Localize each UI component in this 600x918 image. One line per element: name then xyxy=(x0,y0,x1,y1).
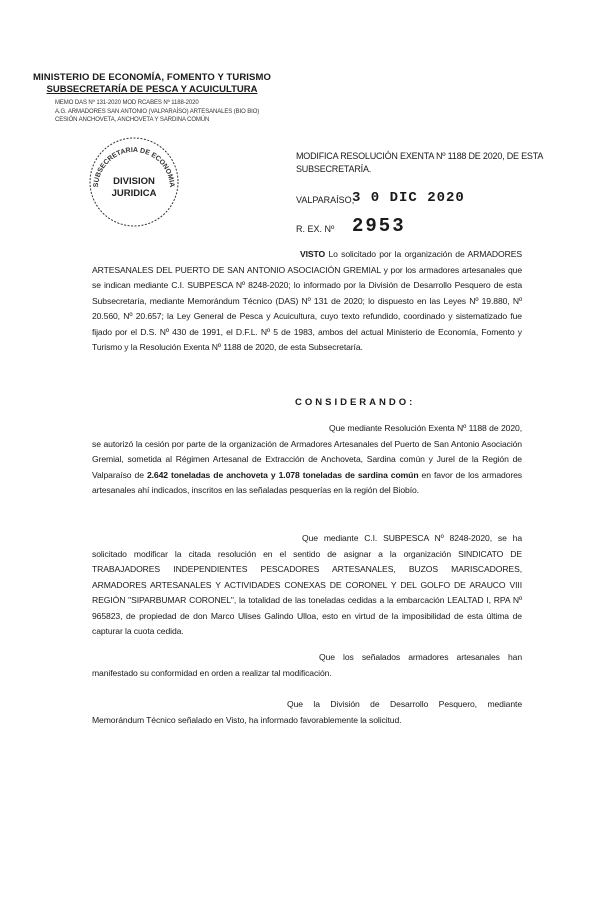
division-juridica-stamp xyxy=(86,134,182,230)
letterhead xyxy=(32,72,272,95)
stamp-line1: DIVISION xyxy=(113,176,155,187)
visto-label: VISTO xyxy=(300,249,326,259)
reference-line: CESIÓN ANCHOVETA, ANCHOVETA Y SARDINA COMÚN xyxy=(55,117,210,123)
resolution-date: 3 0 DIC 2020 xyxy=(352,190,465,206)
c3-text: Que los señalados armadores artesanales han manifestado su conformidad en orden a realizar tal modificación. xyxy=(92,652,522,678)
reference-line: A.G. ARMADORES SAN ANTONIO (VALPARAÍSO) ARTESANALES (BIO BIO) xyxy=(55,108,260,115)
stamp-arc-text: SUBSECRETARIA DE ECONOMIA xyxy=(92,146,176,188)
considerando-paragraph-2 xyxy=(92,531,522,640)
rex-number: 2953 xyxy=(352,215,406,237)
c2-text: Que mediante C.I. SUBPESCA Nº 8248-2020, se ha solicitado modificar la citada resolución en el sentido de asignar a la organización SINDICATO DE TRABAJADORES INDEPENDIENTES PESCADORES ARTESANALES, BUZOS MARISCADORES, ARMADORES ARTESANALES Y ACTIVIDADES CONEXAS DE CORONEL Y DEL GOLFO DE ARAUCO VIII REGIÓN "SIPARBUMAR CORONEL", la totalidad de las toneladas cedidas a la embarcación LEALTAD I, RPA Nº 965823, de propiedad de don Marco Ulises Galindo Ulloa, esto en virtud de la imposibilidad de esta última de capturar la cuota cedida. xyxy=(92,533,522,636)
considerando-paragraph-3 xyxy=(92,650,522,681)
considerando-heading: CONSIDERANDO: xyxy=(295,397,416,408)
reference-block xyxy=(55,99,275,125)
c1-text-c: en favor de los armadores artesanales ahí indicados, inscritos en las señaladas pesquerías en la región del Biobío. xyxy=(92,469,523,495)
ministry-name: MINISTERIO DE ECONOMÍA, FOMENTO Y TURISMO xyxy=(33,72,271,83)
stamp-line2: JURIDICA xyxy=(111,188,157,199)
resolution-subject: MODIFICA RESOLUCIÓN EXENTA Nº 1188 DE 2020, DE ESTA SUBSECRETARÍA. xyxy=(296,151,543,174)
considerando-paragraph-1 xyxy=(92,421,522,499)
c4-text: Que la División de Desarrollo Pesquero, mediante Memorándum Técnico señalado en Visto, ha informado favorablemente la solicitud. xyxy=(92,699,522,725)
visto-text: Lo solicitado por la organización de ARMADORES ARTESANALES DEL PUERTO DE SAN ANTONIO ASOCIACIÓN GREMIAL y por los armadores artesanales que se indican mediante C.I. SUBPESCA Nº 8248-2020; lo informado por la División de Desarrollo Pesquero de esta Subsecretaría, mediante Memorándum Técnico (DAS) Nº 131 de 2020; lo dispuesto en las Leyes Nº 19.880, Nº 20.560, Nº 20.657; la Ley General de Pesca y Acuicultura, cuyo texto refundido, coordinado y sistematizado fue fijado por el D.S. Nº 430 de 1991, el D.F.L. Nº 5 de 1983, ambos del actual Ministerio de Economía, Fomento y Turismo y la Resolución Exenta Nº 1188 de 2020, de esta Subsecretaría. xyxy=(92,249,522,352)
c1-text-bold: 2.642 toneladas de anchoveta y 1.078 toneladas de sardina común xyxy=(146,469,419,480)
rex-label: R. EX. Nº xyxy=(296,224,335,234)
considerando-paragraph-4 xyxy=(92,697,522,728)
subsecretaria-name: SUBSECRETARÍA DE PESCA Y ACUICULTURA xyxy=(46,84,258,95)
c1-text-a: Que mediante Resolución Exenta Nº 1188 de 2020, se autorizó la cesión por parte de la organización de Armadores Artesanales del Puerto de San Antonio Asociación Gremial, sometida al Régimen Artesanal de Extracción de Anchoveta, Sardina común y Jurel de la Región de Valparaíso de xyxy=(92,423,522,480)
visto-paragraph xyxy=(92,247,522,356)
reference-line: MEMO DAS Nº 131-2020 MOD RCABES Nº 1188-2020 xyxy=(55,100,199,106)
place-label: VALPARAÍSO, xyxy=(296,195,355,205)
